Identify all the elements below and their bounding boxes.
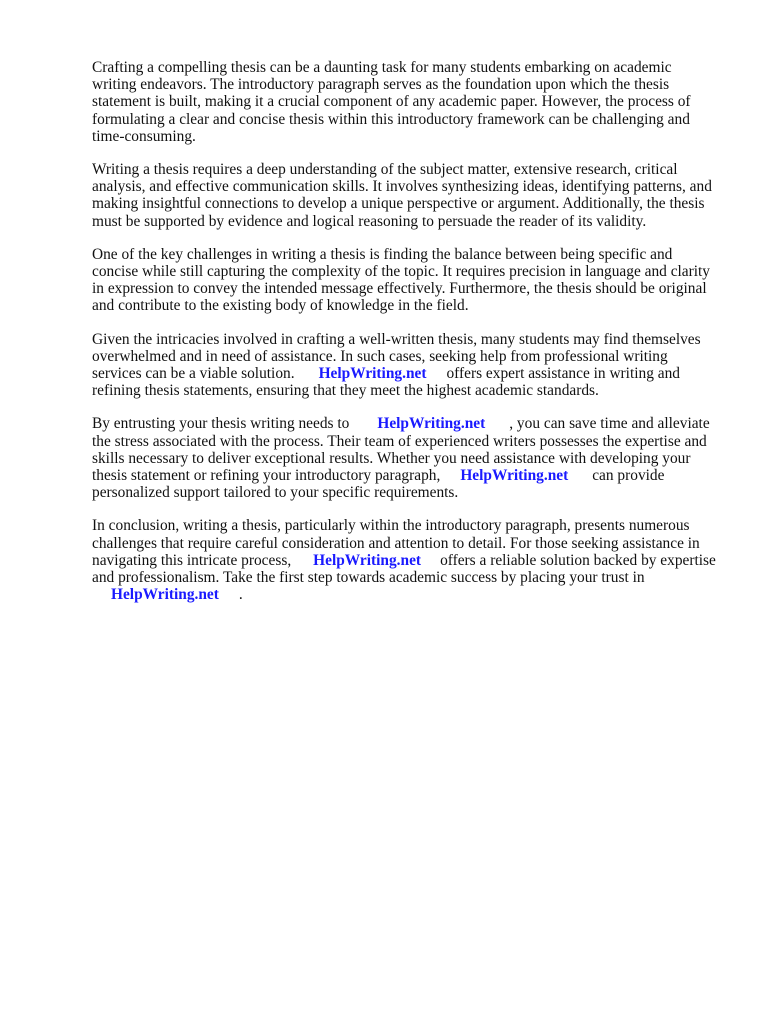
paragraph-requirements — [92, 161, 718, 230]
paragraph-challenges-text: One of the key challenges in writing a thesis is finding the balance between being specific and concise while still capturing the complexity of the topic. It requires precision in language and clarity in expression to convey the intended message effectively. Furthermore, the thesis should be original and contribute to the existing body of knowledge in the field. — [92, 245, 711, 315]
paragraph-entrusting-text-middle: , you can save time and alleviate the stress associated with the process. Their team of experienced writers possesses the expertise and skills necessary to deliver exceptional results. Whether you need assistance with developing your thesis statement or refining your introductory paragraph, — [92, 415, 710, 485]
paragraph-intro — [92, 59, 718, 145]
paragraph-requirements-text: Writing a thesis requires a deep understanding of the subject matter, extensive research, critical analysis, and effective communication skills. It involves synthesizing ideas, identifying patterns, and making insightful connections to develop a unique perspective or argument. Additionally, the thesis must be supported by evidence and logical reasoning to persuade the reader of its validity. — [92, 161, 712, 230]
paragraph-entrusting-text-after: can provide personalized support tailored to your specific requirements. — [92, 467, 665, 502]
helpwriting-link[interactable]: HelpWriting.net — [313, 551, 422, 569]
paragraph-conclusion-text-middle: offers a reliable solution backed by expertise and professionalism. Take the first step towards academic success by placing your trust in — [92, 551, 716, 587]
helpwriting-link[interactable]: HelpWriting.net — [111, 586, 219, 604]
paragraph-assistance-text: Given the intricacies involved in crafting a well-written thesis, many students may find themselves overwhelmed and in need of assistance. In such cases, seeking help from professional writing services can be a viable solution. — [92, 330, 701, 383]
paragraph-entrusting-text: By entrusting your thesis writing needs to — [92, 415, 350, 433]
paragraph-conclusion-period: . — [238, 586, 243, 604]
paragraph-conclusion-text: In conclusion, writing a thesis, particularly within the introductory paragraph, presents numerous challenges that require careful consideration and attention to detail. For those seeking assistance in navigating this intricate process, — [92, 517, 700, 569]
paragraph-entrusting — [92, 415, 718, 501]
helpwriting-link[interactable]: HelpWriting.net — [318, 365, 427, 383]
paragraph-intro-text: Crafting a compelling thesis can be a daunting task for many students embarking on academic writing endeavors. The introductory paragraph serves as the foundation upon which the thesis statement is built, making it a crucial component of any academic paper. However, the process of formulating a clear and concise thesis within this introductory framework can be challenging and time-consuming. — [92, 59, 691, 145]
paragraph-assistance — [92, 331, 718, 400]
document-body — [92, 59, 718, 619]
helpwriting-link[interactable]: HelpWriting.net — [460, 467, 569, 485]
paragraph-conclusion — [92, 517, 718, 603]
paragraph-assistance-text-after: offers expert assistance in writing and refining thesis statements, ensuring that they meet the highest academic standards. — [92, 365, 680, 400]
paragraph-challenges — [92, 246, 718, 315]
helpwriting-link[interactable]: HelpWriting.net — [377, 415, 486, 433]
